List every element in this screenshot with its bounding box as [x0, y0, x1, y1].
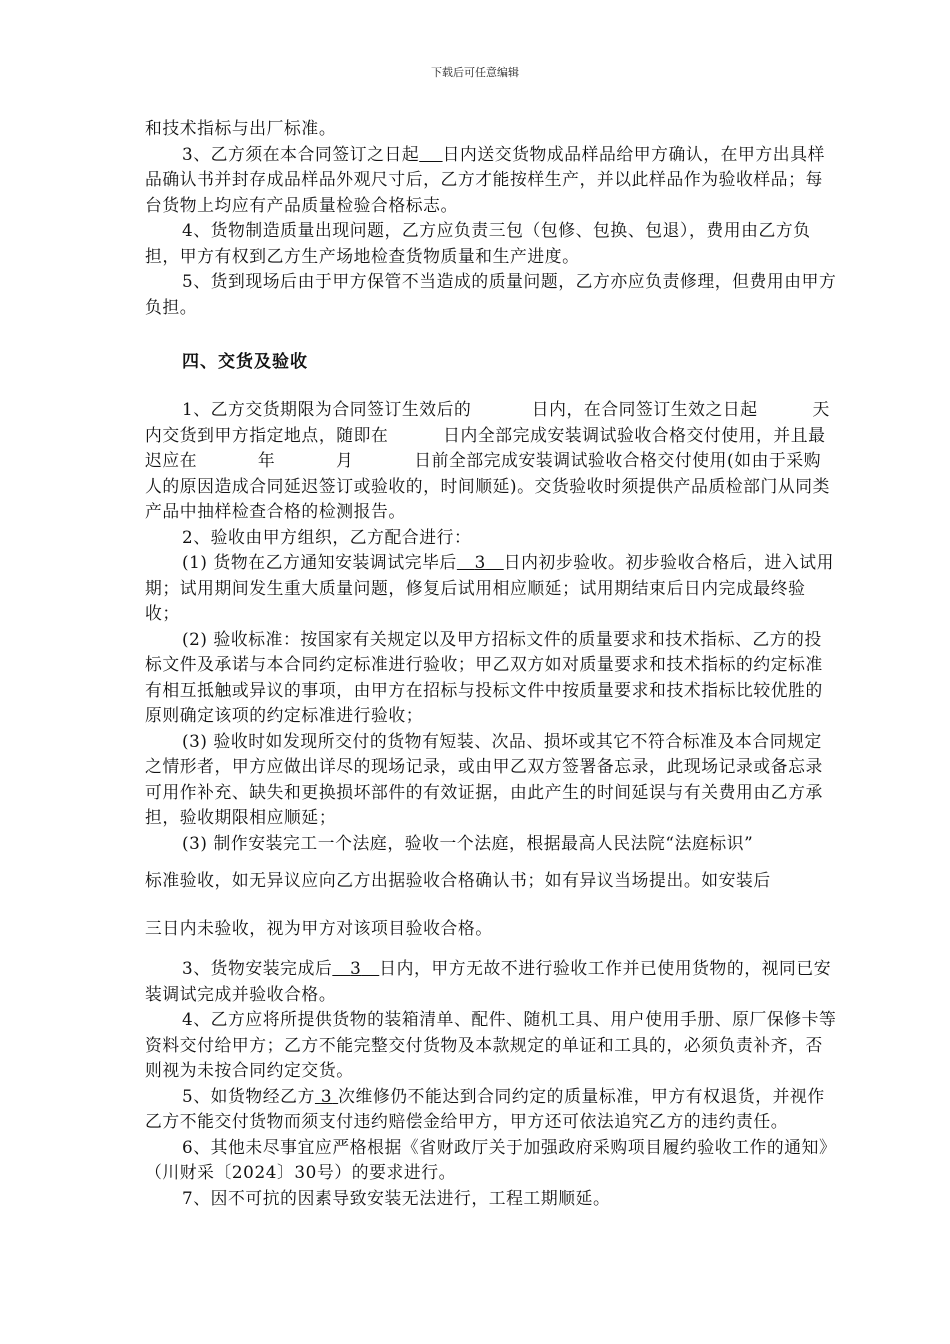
- section-heading: 四、交货及验收: [182, 352, 308, 372]
- paragraph-s3-item3: 3、乙方须在本合同签订之日起 日内送交货物成品样品给甲方确认，在甲方出具样品确认书并封存成品样品外观尺寸后，乙方才能按样生产，并以此样品作为验收样品；每台货物上均应有产品质量检验合格标志。: [145, 143, 825, 215]
- filled-value: 3: [320, 1085, 333, 1106]
- paragraph-s4-item2: 2、验收由甲方组织，乙方配合进行：: [182, 526, 472, 547]
- sub4-line1: (3) 制作安装完工一个法庭，验收一个法庭，根据最高人民法院“法庭标识”: [182, 832, 754, 853]
- sub4-line2: 标准验收，如无异议应向乙方出据验收合格确认书；如有异议当场提出。如安装后: [145, 870, 771, 890]
- paragraph-s4-item7: 7、因不可抗的因素导致安装无法进行，工程工期顺延。: [182, 1187, 611, 1208]
- paragraph-s4-item6: 6、其他未尽事宜应严格根据《省财政厅关于加强政府采购项目履约验收工作的通知》（川财采〔2024〕30号）的要求进行。: [145, 1136, 837, 1182]
- paragraph-s4-sub3: (3) 验收时如发现所交付的货物有短装、次品、损坏或其它不符合标准及本合同规定之情形者，甲方应做出详尽的现场记录，或由甲乙双方签署备忘录，此现场记录或备忘录可用作补充、缺失和更换损坏部件的有效证据，由此产生的时间延误与有关费用由乙方承担，验收期限相应顺延；: [145, 730, 823, 827]
- paragraph-s4-item1: 1、乙方交货期限为合同签订生效后的 日内，在合同签订生效之日起 天内交货到甲方指定地点，随即在 日内全部完成安装调试验收合格交付使用，并且最迟应在 年 月 日前全部完成安装调试验收合格交付使用(如由于采购人的原因造成合同延迟签订或验收的，时间顺延)。交货验收时须提供产品质检部门从同类产品中抽样检查合格的检测报告。: [145, 399, 831, 521]
- paragraph-s4-sub4: [145, 831, 837, 953]
- paragraph-s4-item4: 4、乙方应将所提供货物的装箱清单、配件、随机工具、用户使用手册、原厂保修卡等资料交付给甲方；乙方不能完整交付货物及本款规定的单证和工具的，必须负责补齐，否则视为未按合同约定交货。: [145, 1009, 837, 1080]
- paragraph-s3-item4: 4、货物制造质量出现问题，乙方应负责三包（包修、包换、包退），费用由乙方负担，甲方有权到乙方生产场地检查货物质量和生产进度。: [145, 220, 811, 266]
- paragraph-s4-sub1: (1) 货物在乙方通知安装调试完毕后 3 日内初步验收。初步验收合格后，进入试用期；试用期间发生重大质量问题，修复后试用相应顺延；试用期结束后日内完成最终验收；: [145, 552, 834, 623]
- filled-value: 3: [474, 552, 486, 572]
- page-header: 下载后可任意编辑: [431, 66, 519, 79]
- paragraph-continuation: 和技术指标与出厂标准。: [145, 118, 337, 138]
- blank-field: [419, 144, 442, 164]
- paragraph-s3-item5: 5、货到现场后由于甲方保管不当造成的质量问题，乙方亦应负责修理，但费用由甲方负担。: [145, 271, 837, 317]
- paragraph-s4-sub2: (2) 验收标准：按国家有关规定以及甲方招标文件的质量要求和技术指标、乙方的投标文件及承诺与本合同约定标准进行验收；甲乙双方如对质量要求和技术指标的约定标准有相互抵触或异议的事项，由甲方在招标与投标文件中按质量要求和技术指标比较优胜的原则确定该项的约定标准进行验收；: [145, 628, 823, 725]
- sub4-line3: 三日内未验收，视为甲方对该项目验收合格。: [145, 918, 493, 938]
- paragraph-s4-item3: 3、货物安装完成后 3 日内，甲方无故不进行验收工作并已使用货物的，视同已安装调试完成并验收合格。: [145, 958, 832, 1004]
- paragraph-s4-item5: 5、如货物经乙方 3 次维修仍不能达到合同约定的质量标准，甲方有权退货，并视作乙方不能交付货物而须支付违约赔偿金给甲方，甲方还可依法追究乙方的违约责任。: [145, 1085, 825, 1131]
- filled-value: 3: [350, 958, 362, 978]
- document-body: [145, 116, 837, 1211]
